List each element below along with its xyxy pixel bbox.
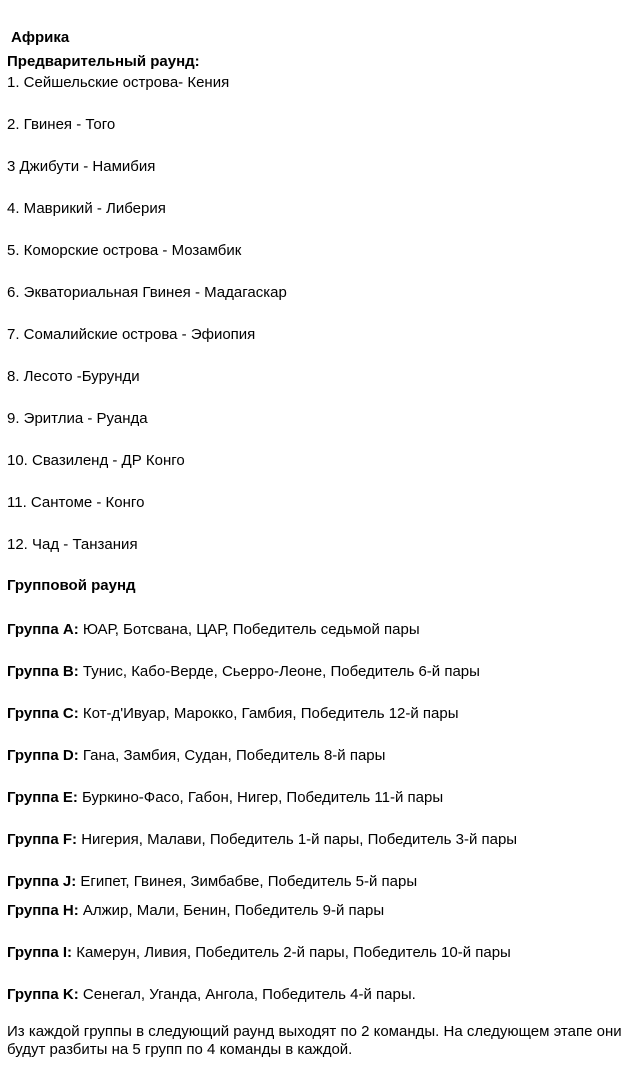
group-row-j xyxy=(7,873,636,891)
group-label-i: Группа I: xyxy=(7,944,73,961)
group-teams-k: Сенегал, Уганда, Ангола, Победитель 4-й пары. xyxy=(78,986,416,1003)
group-row-h xyxy=(7,902,636,920)
group-row-k xyxy=(7,986,636,1004)
group-label-f: Группа F: xyxy=(7,831,78,848)
group-row-f xyxy=(7,831,636,849)
group-label-h: Группа H: xyxy=(7,902,79,919)
group-row-e xyxy=(7,789,636,807)
group-teams-f: Нигерия, Малави, Победитель 1-й пары, Победитель 3-й пары xyxy=(77,831,518,848)
group-teams-j: Египет, Гвинея, Зимбабве, Победитель 5-й пары xyxy=(76,873,418,890)
match-item-3: 3 Джибути - Намибия xyxy=(7,158,156,175)
group-teams-d: Гана, Замбия, Судан, Победитель 8-й пары xyxy=(78,747,386,764)
group-row-a xyxy=(7,621,636,639)
match-item-2: 2. Гвинея - Того xyxy=(7,116,116,133)
group-row-d xyxy=(7,747,636,765)
group-label-d: Группа D: xyxy=(7,747,79,764)
group-label-c: Группа C: xyxy=(7,705,79,722)
group-round-heading: Групповой раунд xyxy=(7,577,136,594)
group-label-e: Группа E: xyxy=(7,789,78,806)
group-label-j: Группа J: xyxy=(7,873,77,890)
match-item-1: 1. Сейшельские острова- Кения xyxy=(7,74,230,91)
match-item-7: 7. Сомалийские острова - Эфиопия xyxy=(7,326,256,343)
preliminary-round-heading: Предварительный раунд: xyxy=(7,53,200,70)
group-teams-b: Тунис, Кабо-Верде, Сьерро-Леоне, Победитель 6-й пары xyxy=(78,663,480,680)
match-item-5: 5. Коморские острова - Мозамбик xyxy=(7,242,242,259)
group-row-c xyxy=(7,705,636,723)
group-teams-h: Алжир, Мали, Бенин, Победитель 9-й пары xyxy=(78,902,385,919)
group-row-i xyxy=(7,944,636,962)
match-item-12: 12. Чад - Танзания xyxy=(7,536,138,553)
group-label-k: Группа K: xyxy=(7,986,79,1003)
group-row-b xyxy=(7,663,636,681)
footer-note: Из каждой группы в следующий раунд выходят по 2 команды. На следующем этапе они будут разбиты на 5 групп по 4 команды в каждой. xyxy=(7,1023,622,1058)
group-label-b: Группа B: xyxy=(7,663,79,680)
match-item-6: 6. Экваториальная Гвинея - Мадагаскар xyxy=(7,284,287,301)
match-item-10: 10. Свазиленд - ДР Конго xyxy=(7,452,185,469)
match-item-9: 9. Эритлиа - Руанда xyxy=(7,410,148,427)
match-item-4: 4. Маврикий - Либерия xyxy=(7,200,166,217)
page-title: Африка xyxy=(11,29,70,46)
group-teams-c: Кот-д'Ивуар, Марокко, Гамбия, Победитель 12-й пары xyxy=(78,705,459,722)
match-item-11: 11. Сантоме - Конго xyxy=(7,494,145,511)
match-item-8: 8. Лесото -Бурунди xyxy=(7,368,140,385)
group-teams-i: Камерун, Ливия, Победитель 2-й пары, Победитель 10-й пары xyxy=(72,944,511,961)
group-teams-a: ЮАР, Ботсвана, ЦАР, Победитель седьмой пары xyxy=(78,621,420,638)
group-label-a: Группа A: xyxy=(7,621,79,638)
group-teams-e: Буркино-Фасо, Габон, Нигер, Победитель 11-й пары xyxy=(77,789,444,806)
